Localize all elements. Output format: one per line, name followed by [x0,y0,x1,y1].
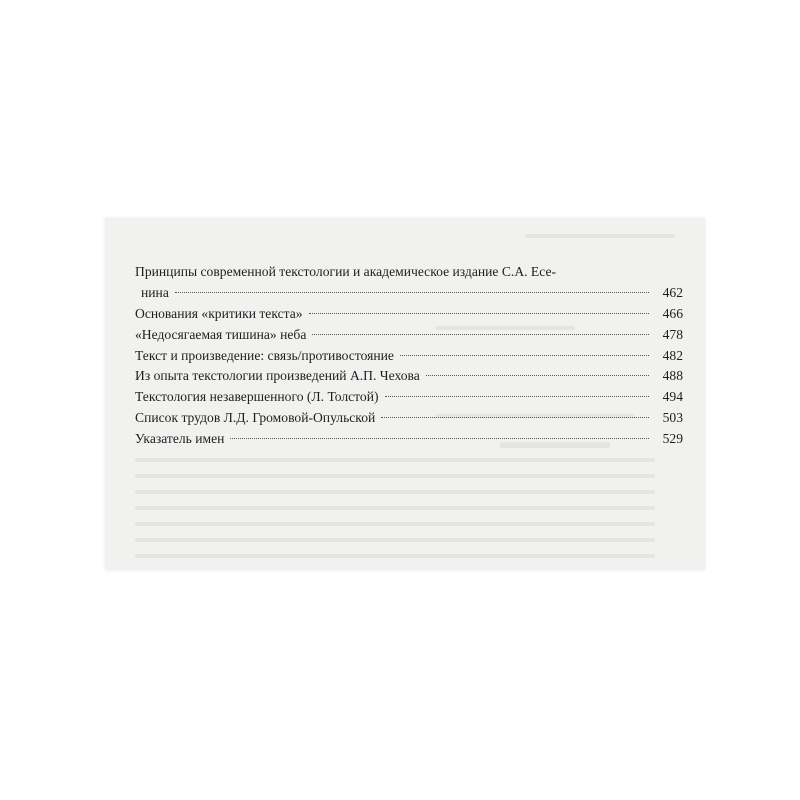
dot-leader [309,313,649,314]
toc-page-number: 466 [662,306,683,321]
toc-entry [135,366,683,387]
dot-leader [230,438,649,439]
toc-page-number: 478 [662,326,683,342]
toc-entry [135,408,683,429]
table-of-contents [135,262,683,450]
toc-entry-title: Основания «критики текста» [135,306,303,321]
toc-entry [135,262,683,304]
toc-page-number: 488 [662,368,683,384]
toc-page-number: 529 [662,430,683,446]
toc-entry [135,429,683,450]
dot-leader [385,396,649,397]
toc-entry [135,325,683,346]
dot-leader [381,417,649,418]
book-page [105,218,705,570]
toc-entry-title: «Недосягаемая тишина» неба [135,326,307,342]
toc-entry [135,346,683,367]
toc-page-number: 503 [662,409,683,425]
toc-entry [135,304,683,325]
toc-entry [135,387,683,408]
dot-leader [426,375,649,376]
toc-entry-title: Из опыта текстологии произведений А.П. Чехова [135,368,420,384]
toc-entry-title: Принципы современной текстологии и академическое издание С.А. Есе- [135,264,557,279]
toc-entry-title: Указатель имен [135,430,225,446]
dot-leader [400,355,649,356]
toc-page-number: 482 [662,347,683,363]
dot-leader [312,334,649,335]
toc-page-number: 494 [662,389,683,405]
toc-entry-title: Текст и произведение: связь/противостояние [135,347,394,363]
toc-entry-title: Список трудов Л.Д. Громовой-Опульской [135,409,376,425]
toc-entry-title: Текстология незавершенного (Л. Толстой) [135,389,379,405]
toc-entry-title-continued: нина [141,285,169,300]
dot-leader [175,292,649,293]
toc-page-number: 462 [662,285,683,300]
